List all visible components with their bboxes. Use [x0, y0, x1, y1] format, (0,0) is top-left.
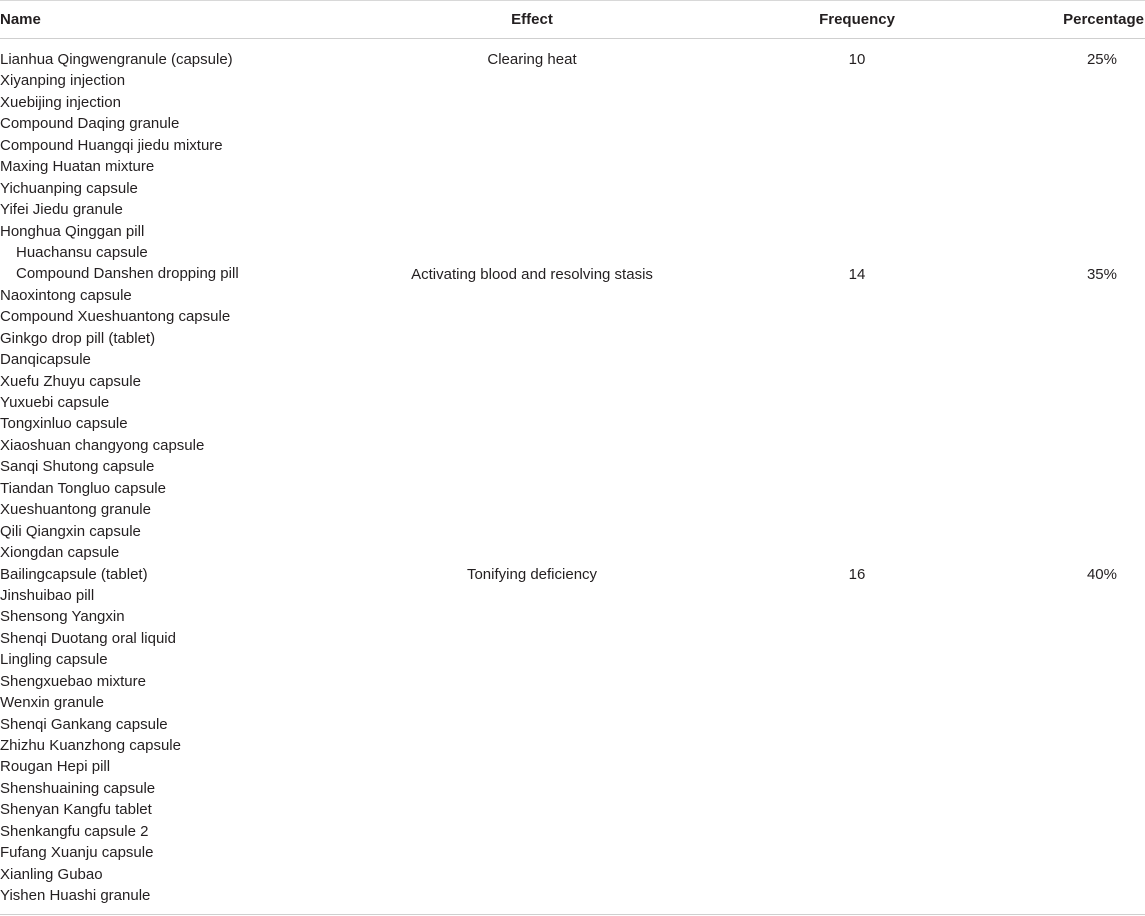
name-column — [0, 49, 360, 907]
table-row-name: Xianling Gubao — [0, 865, 103, 883]
table-row-name: Jinshuibao pill — [0, 586, 95, 604]
table-row-name: Ginkgo drop pill (tablet) — [0, 329, 156, 347]
table-row-name: Shenshuaining capsule — [0, 779, 156, 797]
table-row-name: Yuxuebi capsule — [0, 394, 110, 411]
percentage-activating-blood: 35% — [1086, 265, 1117, 283]
table-row-name: Tongxinluo capsule — [0, 415, 128, 433]
bottom-rule — [0, 914, 1145, 915]
table-row-name: Compound Daqing granule — [0, 115, 180, 133]
table-row-name: Yichuanping capsule — [0, 179, 138, 197]
table-row-name: Fufang Xuanju capsule — [0, 844, 154, 862]
table-row-name: Huachansu capsule — [16, 243, 148, 261]
table-row-name: Zhizhu Kuanzhong capsule — [0, 737, 181, 754]
table-row-name: Naoxintong capsule — [0, 286, 132, 304]
table-row-name: Compound Huangqi jiedu mixture — [0, 136, 223, 154]
table-row-name: Sanqi Shutong capsule — [0, 458, 155, 476]
table-row-name: Shenkangfu capsule 2 — [0, 822, 149, 840]
table-row-name: Compound Xueshuantong capsule — [0, 308, 231, 326]
table-row-name: Wenxin granule — [0, 694, 104, 712]
effect-tonifying-deficiency: Tonifying deficiency — [466, 565, 598, 583]
table-row-name: Yishen Huashi granule — [0, 887, 151, 905]
table-row-name: Xiyanping injection — [0, 72, 126, 90]
frequency-clearing-heat: 10 — [848, 51, 866, 68]
header-name: Name — [0, 11, 41, 28]
table-row-name: Shenqi Duotang oral liquid — [0, 629, 176, 647]
frequency-tonifying-deficiency: 16 — [848, 565, 866, 583]
table-row-name: Qili Qiangxin capsule — [0, 522, 141, 540]
table-row-name: Maxing Huatan mixture — [0, 158, 155, 176]
percentage-clearing-heat: 25% — [1086, 51, 1117, 68]
table-header — [0, 0, 1145, 39]
table-row-name: Lingling capsule — [0, 651, 108, 669]
percentage-tonifying-deficiency: 40% — [1086, 565, 1117, 583]
table-row-name: Shensong Yangxin — [0, 608, 125, 626]
frequency-activating-blood: 14 — [848, 265, 866, 283]
table-row-name: Xiaoshuan changyong capsule — [0, 436, 205, 454]
table-row-name: Honghua Qinggan pill — [0, 222, 145, 240]
effect-clearing-heat: Clearing heat — [487, 51, 577, 68]
table-row-name: Xiongdan capsule — [0, 544, 120, 562]
table-row-name: Rougan Hepi pill — [0, 758, 111, 776]
table-row-name: Danqicapsule — [0, 351, 91, 369]
table-row-name: Xuefu Zhuyu capsule — [0, 372, 141, 390]
table-row-name: Bailingcapsule (tablet) — [0, 565, 148, 583]
header-percentage: Percentage — [1063, 11, 1144, 28]
table-row-name: Shenqi Gankang capsule — [0, 715, 168, 733]
table-row-name: Shenyan Kangfu tablet — [0, 801, 152, 819]
table-row-name: Compound Danshen dropping pill — [16, 265, 239, 283]
table-row-name: Xuebijing injection — [0, 93, 121, 111]
header-effect: Effect — [511, 11, 553, 28]
table-row-name: Xueshuantong granule — [0, 501, 151, 519]
effect-activating-blood: Activating blood and resolving stasis — [411, 265, 653, 283]
table-row-name: Yifei Jiedu granule — [0, 201, 123, 219]
table-row-name: Tiandan Tongluo capsule — [0, 479, 166, 497]
table-row-name: Shengxuebao mixture — [0, 672, 146, 690]
table-row-name: Lianhua Qingwengranule (capsule) — [0, 51, 233, 68]
header-frequency: Frequency — [819, 11, 895, 28]
